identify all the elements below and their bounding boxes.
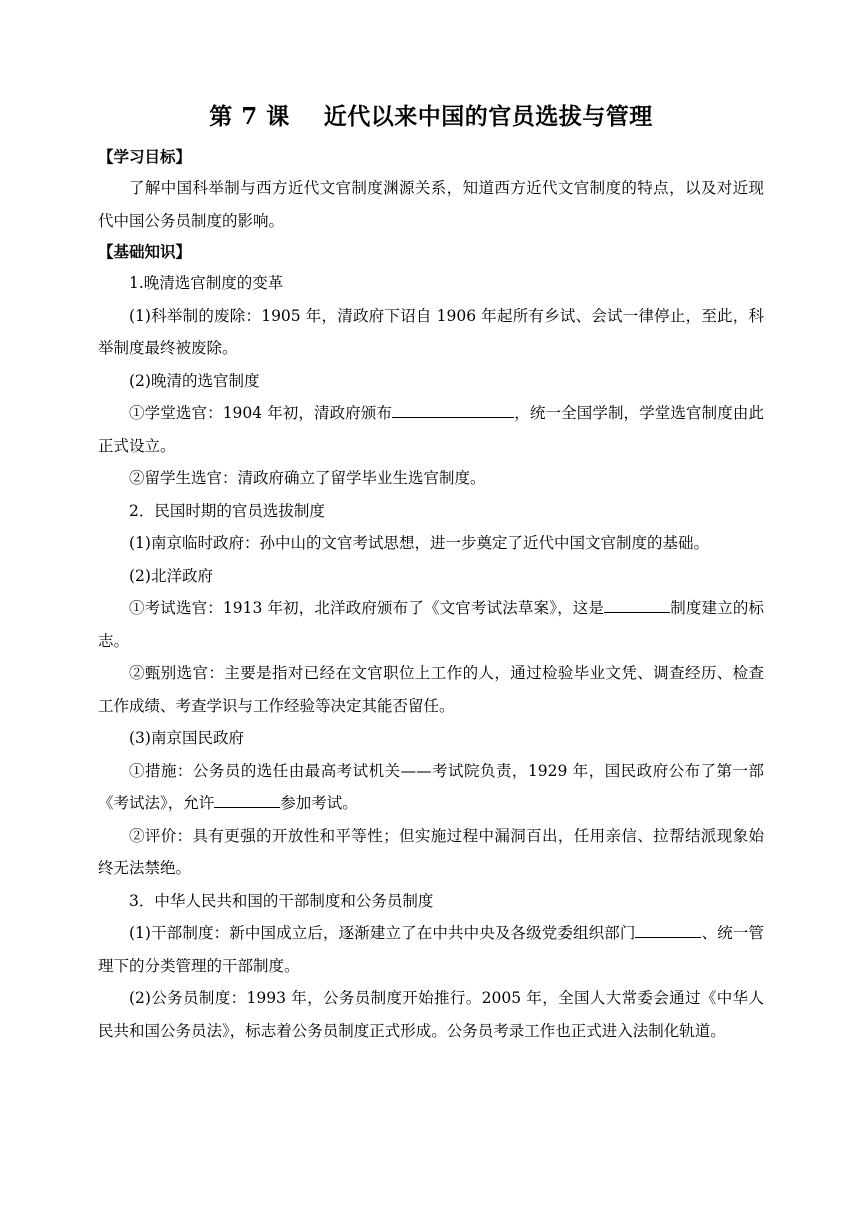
paragraph [98,495,764,528]
paragraph-text: (2)公务员制度：1993 年，公务员制度开始推行。2005 年，全国人大常委会通过《中华人民共和国公务员法》，标志着公务员制度正式形成。公务员考录工作也正式进入法制化轨道。 [98,989,764,1040]
paragraph-text: 了解中国科举制与西方近代文官制度渊源关系，知道西方近代文官制度的特点，以及对近现代中国公务员制度的影响。 [98,179,764,230]
paragraph-text: ①考试选官：1913 年初，北洋政府颁布了《文官考试法草案》，这是 [129,599,605,617]
paragraph-text: ，统一全国学制，学堂选官制度由此正式设立。 [98,404,764,455]
paragraph [98,365,764,398]
paragraph [98,755,764,820]
paragraph-text: 1.晚清选官制度的变革 [129,274,284,292]
paragraph [98,300,764,365]
paragraph [98,885,764,918]
paragraph [98,657,764,722]
paragraph [98,397,764,462]
paragraph [98,820,764,885]
fill-in-blank[interactable] [604,596,670,613]
paragraph-text: (1)南京临时政府：孙中山的文官考试思想，进一步奠定了近代中国文官制度的基础。 [129,534,709,552]
fill-in-blank[interactable] [635,921,701,938]
paragraph-text: ②评价：具有更强的开放性和平等性；但实施过程中漏洞百出，任用亲信、拉帮结派现象始终无法禁绝。 [98,826,764,877]
fill-in-blank[interactable] [214,791,280,808]
paragraph-text: (2)北洋政府 [129,566,213,585]
paragraph-text: (2)晚清的选官制度 [129,371,260,390]
paragraph [98,722,764,755]
paragraph [98,172,764,237]
paragraph [98,982,764,1047]
paragraph [98,560,764,593]
paragraph-text: 制度建立的标志。 [98,599,764,650]
paragraph [98,592,764,657]
paragraph [98,267,764,300]
paragraph-text: ①学堂选官：1904 年初，清政府颁布 [129,404,393,422]
document-body [98,142,764,1047]
page-title: 第 7 课 近代以来中国的官员选拔与管理 [209,103,653,130]
paragraph-text: 2．民国时期的官员选拔制度 [129,501,325,520]
paragraph-text: (1)干部制度：新中国成立后，逐渐建立了在中共中央及各级党委组织部门 [129,924,636,942]
section-heading: 【学习目标】 [98,147,192,166]
paragraph [98,462,764,495]
fill-in-blank[interactable] [392,401,514,418]
paragraph-text: (1)科举制的废除：1905 年，清政府下诏自 1906 年起所有乡试、会试一律停止，至此，科举制度最终被废除。 [98,306,764,357]
paragraph-text: 、统一管理下的分类管理的干部制度。 [98,924,764,975]
paragraph-text: ②留学生选官：清政府确立了留学毕业生选官制度。 [129,469,486,487]
section-heading: 【基础知识】 [98,242,192,261]
paragraph [98,917,764,982]
paragraph-text: 参加考试。 [280,794,358,812]
paragraph-text: (3)南京国民政府 [129,729,244,747]
paragraph [98,527,764,560]
paragraph-text: 3．中华人民共和国的干部制度和公务员制度 [129,891,434,910]
paragraph-text: ②甄别选官：主要是指对已经在文官职位上工作的人，通过检验毕业文凭、调查经历、检查工作成绩、考查学识与工作经验等决定其能否留任。 [98,664,764,715]
paragraph-text: ①措施：公务员的选任由最高考试机关——考试院负责，1929 年，国民政府公布了第一部《考试法》，允许 [98,761,764,812]
